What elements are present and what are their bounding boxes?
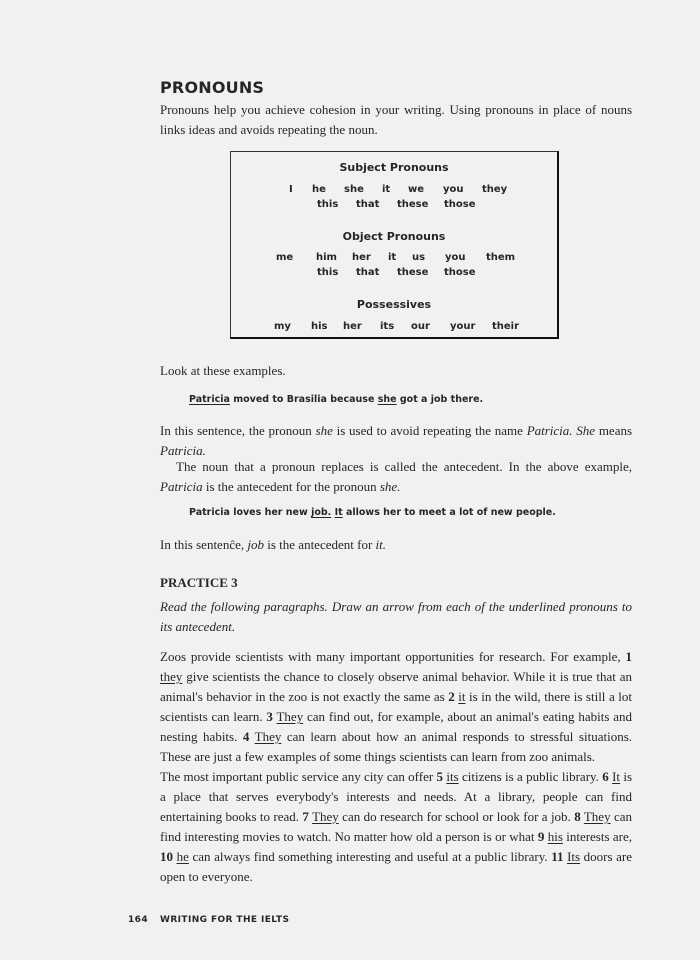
example-sentence-2: Patricia loves her new job. It allows her to meet a lot of new people. xyxy=(189,507,556,518)
subject-pronouns-heading: Subject Pronouns xyxy=(339,161,449,174)
object-pronoun: them xyxy=(486,252,516,263)
subject-pronoun: that xyxy=(356,199,380,210)
page-number: 164 xyxy=(128,915,148,925)
subject-pronoun: we xyxy=(408,184,425,195)
object-pronoun: you xyxy=(445,252,466,263)
object-pronoun: it xyxy=(388,252,397,263)
subject-pronoun: this xyxy=(317,199,339,210)
pronoun-table xyxy=(230,151,559,339)
explanation-2: The noun that a pronoun replaces is called the antecedent. In the above example, Patricia is the antecedent for the pronoun she. xyxy=(160,459,632,494)
object-pronoun: that xyxy=(356,267,380,278)
page-footer xyxy=(128,915,289,925)
subject-pronoun: they xyxy=(482,184,508,195)
possessive-pronoun: your xyxy=(450,321,476,332)
possessive-pronoun: his xyxy=(311,321,328,332)
object-pronoun: us xyxy=(412,252,426,263)
possessives-heading: Possessives xyxy=(356,298,432,311)
object-pronoun: this xyxy=(317,267,339,278)
explanation-1: In this sentence, the pronoun she is used to avoid repeating the name Patricia. She means Patricia. xyxy=(160,423,633,458)
subject-pronoun: I xyxy=(289,184,293,195)
practice-paragraph-2: The most important public service any city can offer 5 its citizens is a public library. 6 It is a place that serves everybody's interests and needs. At a library, people can find entertaining books to read. 7 They can do research for school or look for a job. 8 They can find interesting movies to watch. No matter how old a person is or what 9 his interests are, 10 he can always find something interesting and useful at a public library. 11 Its doors are open to everyone. xyxy=(160,769,633,884)
object-pronoun: him xyxy=(316,252,337,263)
page-title: PRONOUNS xyxy=(160,78,265,97)
possessive-pronoun: our xyxy=(411,321,430,332)
possessive-pronoun: my xyxy=(274,321,291,332)
example-sentence-1: Patricia moved to Brasilia because she got a job there. xyxy=(189,394,484,405)
object-pronoun: these xyxy=(397,267,429,278)
subject-pronoun: those xyxy=(444,199,476,210)
object-pronoun: me xyxy=(276,252,294,263)
object-pronoun: her xyxy=(352,252,371,263)
possessive-pronoun: her xyxy=(343,321,362,332)
practice-heading: PRACTICE 3 xyxy=(160,575,238,590)
book-title: WRITING FOR THE IELTS xyxy=(160,915,290,925)
subject-pronoun: he xyxy=(312,184,326,195)
explanation-3: In this sentenĉe, job is the antecedent for it. xyxy=(160,537,387,552)
object-pronoun: those xyxy=(444,267,476,278)
intro-paragraph: Pronouns help you achieve cohesion in your writing. Using pronouns in place of nouns links ideas and avoids repeating the noun. xyxy=(160,102,632,137)
look-text: Look at these examples. xyxy=(160,363,286,378)
object-pronouns-heading: Object Pronouns xyxy=(342,230,446,243)
subject-pronoun: these xyxy=(397,199,429,210)
possessive-pronoun: their xyxy=(492,321,520,332)
practice-paragraph-1: Zoos provide scientists with many important opportunities for research. For example, 1 they give scientists the chance to closely observe animal behavior. While it is true that an animal's behavior in the zoo is not exactly the same as 2 it is in the wild, there is still a lot scientists can learn. 3 They can find out, for example, about an animal's eating habits and nesting habits. 4 They can learn about how an animal responds to stressful situations. These are just a few examples of some things scientists can learn from zoo animals. xyxy=(160,649,632,764)
subject-pronoun: it xyxy=(382,184,391,195)
subject-pronoun: she xyxy=(344,184,364,195)
subject-pronoun: you xyxy=(443,184,464,195)
possessive-pronoun: its xyxy=(380,321,395,332)
practice-instructions: Read the following paragraphs. Draw an arrow from each of the underlined pronouns to its antecedent. xyxy=(160,599,632,634)
